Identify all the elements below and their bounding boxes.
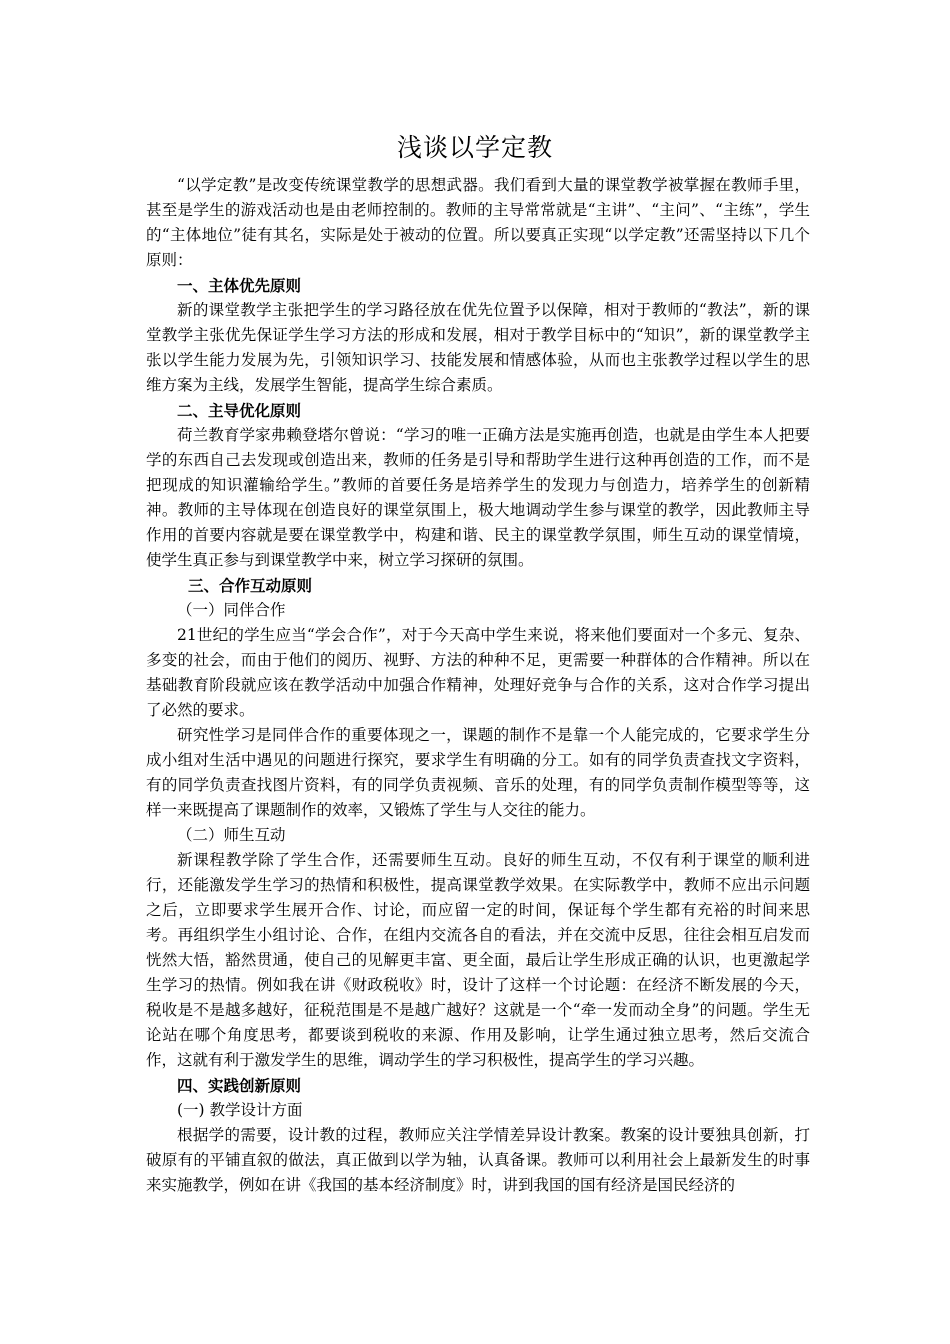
section-heading-3: 三、合作互动原则 [188,576,313,595]
section-1-paragraph: 新的课堂教学主张把学生的学习路径放在优先位置予以保障，相对于教师的“教法”，新的课堂教学主张优先保证学生学习方法的形成和发展，相对于教学目标中的“知识”，新的课堂教学主张以学生能力发展为先，引领知识学习、技能发展和情感体验，从而也主张教学过程以学生的思维方案为主线，发展学生智能，提高学生综合素质。 [146,301,810,394]
section-3-paragraph-1: 21世纪的学生应当“学会合作”，对于今天高中学生来说，将来他们要面对一个多元、复杂、多变的社会，而由于他们的阅历、视野、方法的种种不足，更需要一种群体的合作精神。所以在基础教育阶段就应该在教学活动中加强合作精神，处理好竞争与合作的关系，这对合作学习提出了必然的要求。 [146,626,810,719]
section-3-paragraph-3: 新课程教学除了学生合作，还需要师生互动。良好的师生互动，不仅有利于课堂的顺利进行，还能激发学生学习的热情和积极性，提高课堂教学效果。在实际教学中，教师不应出示问题之后，立即要求学生展开合作、讨论，而应留一定的时间，保证每个学生都有充裕的时间来思考。再组织学生小组讨论、合作，在组内交流各自的看法，并在交流中反思，往往会相互启发而恍然大悟，豁然贯通，使自己的见解更丰富、更全面，最后让学生形成正确的认识，也更激起学生学习的热情。例如我在讲《财政税收》时，设计了这样一个讨论题：在经济不断发展的今天，税收是不是越多越好，征税范围是不是越广越好？这就是一个“牵一发而动全身”的问题。学生无论站在哪个角度思考，都要谈到税收的来源、作用及影响，让学生通过独立思考，然后交流合作，这就有利于激发学生的思维，调动学生的学习积极性，提高学生的学习兴趣。 [146,851,810,1069]
subsection-heading-3-2: （二）师生互动 [177,826,286,844]
document-title: 浅谈以学定教 [396,133,553,162]
section-4-paragraph-1: 根据学的需要，设计教的过程，教师应关注学情差异设计教案。教案的设计要独具创新，打破原有的平铺直叙的做法，真正做到以学为轴，认真备课。教师可以利用社会上最新发生的时事来实施教学，例如在讲《我国的基本经济制度》时，讲到我国的国有经济是国民经济的 [146,1126,810,1194]
subsection-heading-3-1: （一）同伴合作 [177,601,286,619]
intro-paragraph: “以学定教”是改变传统课堂教学的思想武器。我们看到大量的课堂教学被掌握在教师手里，甚至是学生的游戏活动也是由老师控制的。教师的主导常常就是“主讲”、“主问”、“主练”，学生的“主体地位”徒有其名，实际是处于被动的位置。所以要真正实现“以学定教”还需坚持以下几个原则： [146,176,810,269]
section-heading-1: 一、主体优先原则 [177,276,302,295]
section-3-paragraph-2: 研究性学习是同伴合作的重要体现之一，课题的制作不是靠一个人能完成的，它要求学生分成小组对生活中遇见的问题进行探究，要求学生有明确的分工。如有的同学负责查找文字资料，有的同学负责查找图片资料，有的同学负责视频、音乐的处理，有的同学负责制作模型等等，这样一来既提高了课题制作的效率，又锻炼了学生与人交往的能力。 [146,726,810,819]
document-body [146,173,810,1198]
subsection-heading-4-1: (一) 教学设计方面 [177,1101,303,1119]
section-heading-2: 二、主导优化原则 [177,401,302,420]
section-heading-4: 四、实践创新原则 [177,1076,302,1095]
section-2-paragraph: 荷兰教育学家弗赖登塔尔曾说：“学习的唯一正确方法是实施再创造，也就是由学生本人把要学的东西自己去发现或创造出来，教师的任务是引导和帮助学生进行这种再创造的工作，而不是把现成的知识灌输给学生。”教师的首要任务是培养学生的发现力与创造力，培养学生的创新精神。教师的主导体现在创造良好的课堂氛围上，极大地调动学生参与课堂的教学，因此教师主导作用的首要内容就是要在课堂教学中，构建和谐、民主的课堂教学氛围，师生互动的课堂情境，使学生真正参与到课堂教学中来，树立学习探研的氛围。 [146,426,810,569]
